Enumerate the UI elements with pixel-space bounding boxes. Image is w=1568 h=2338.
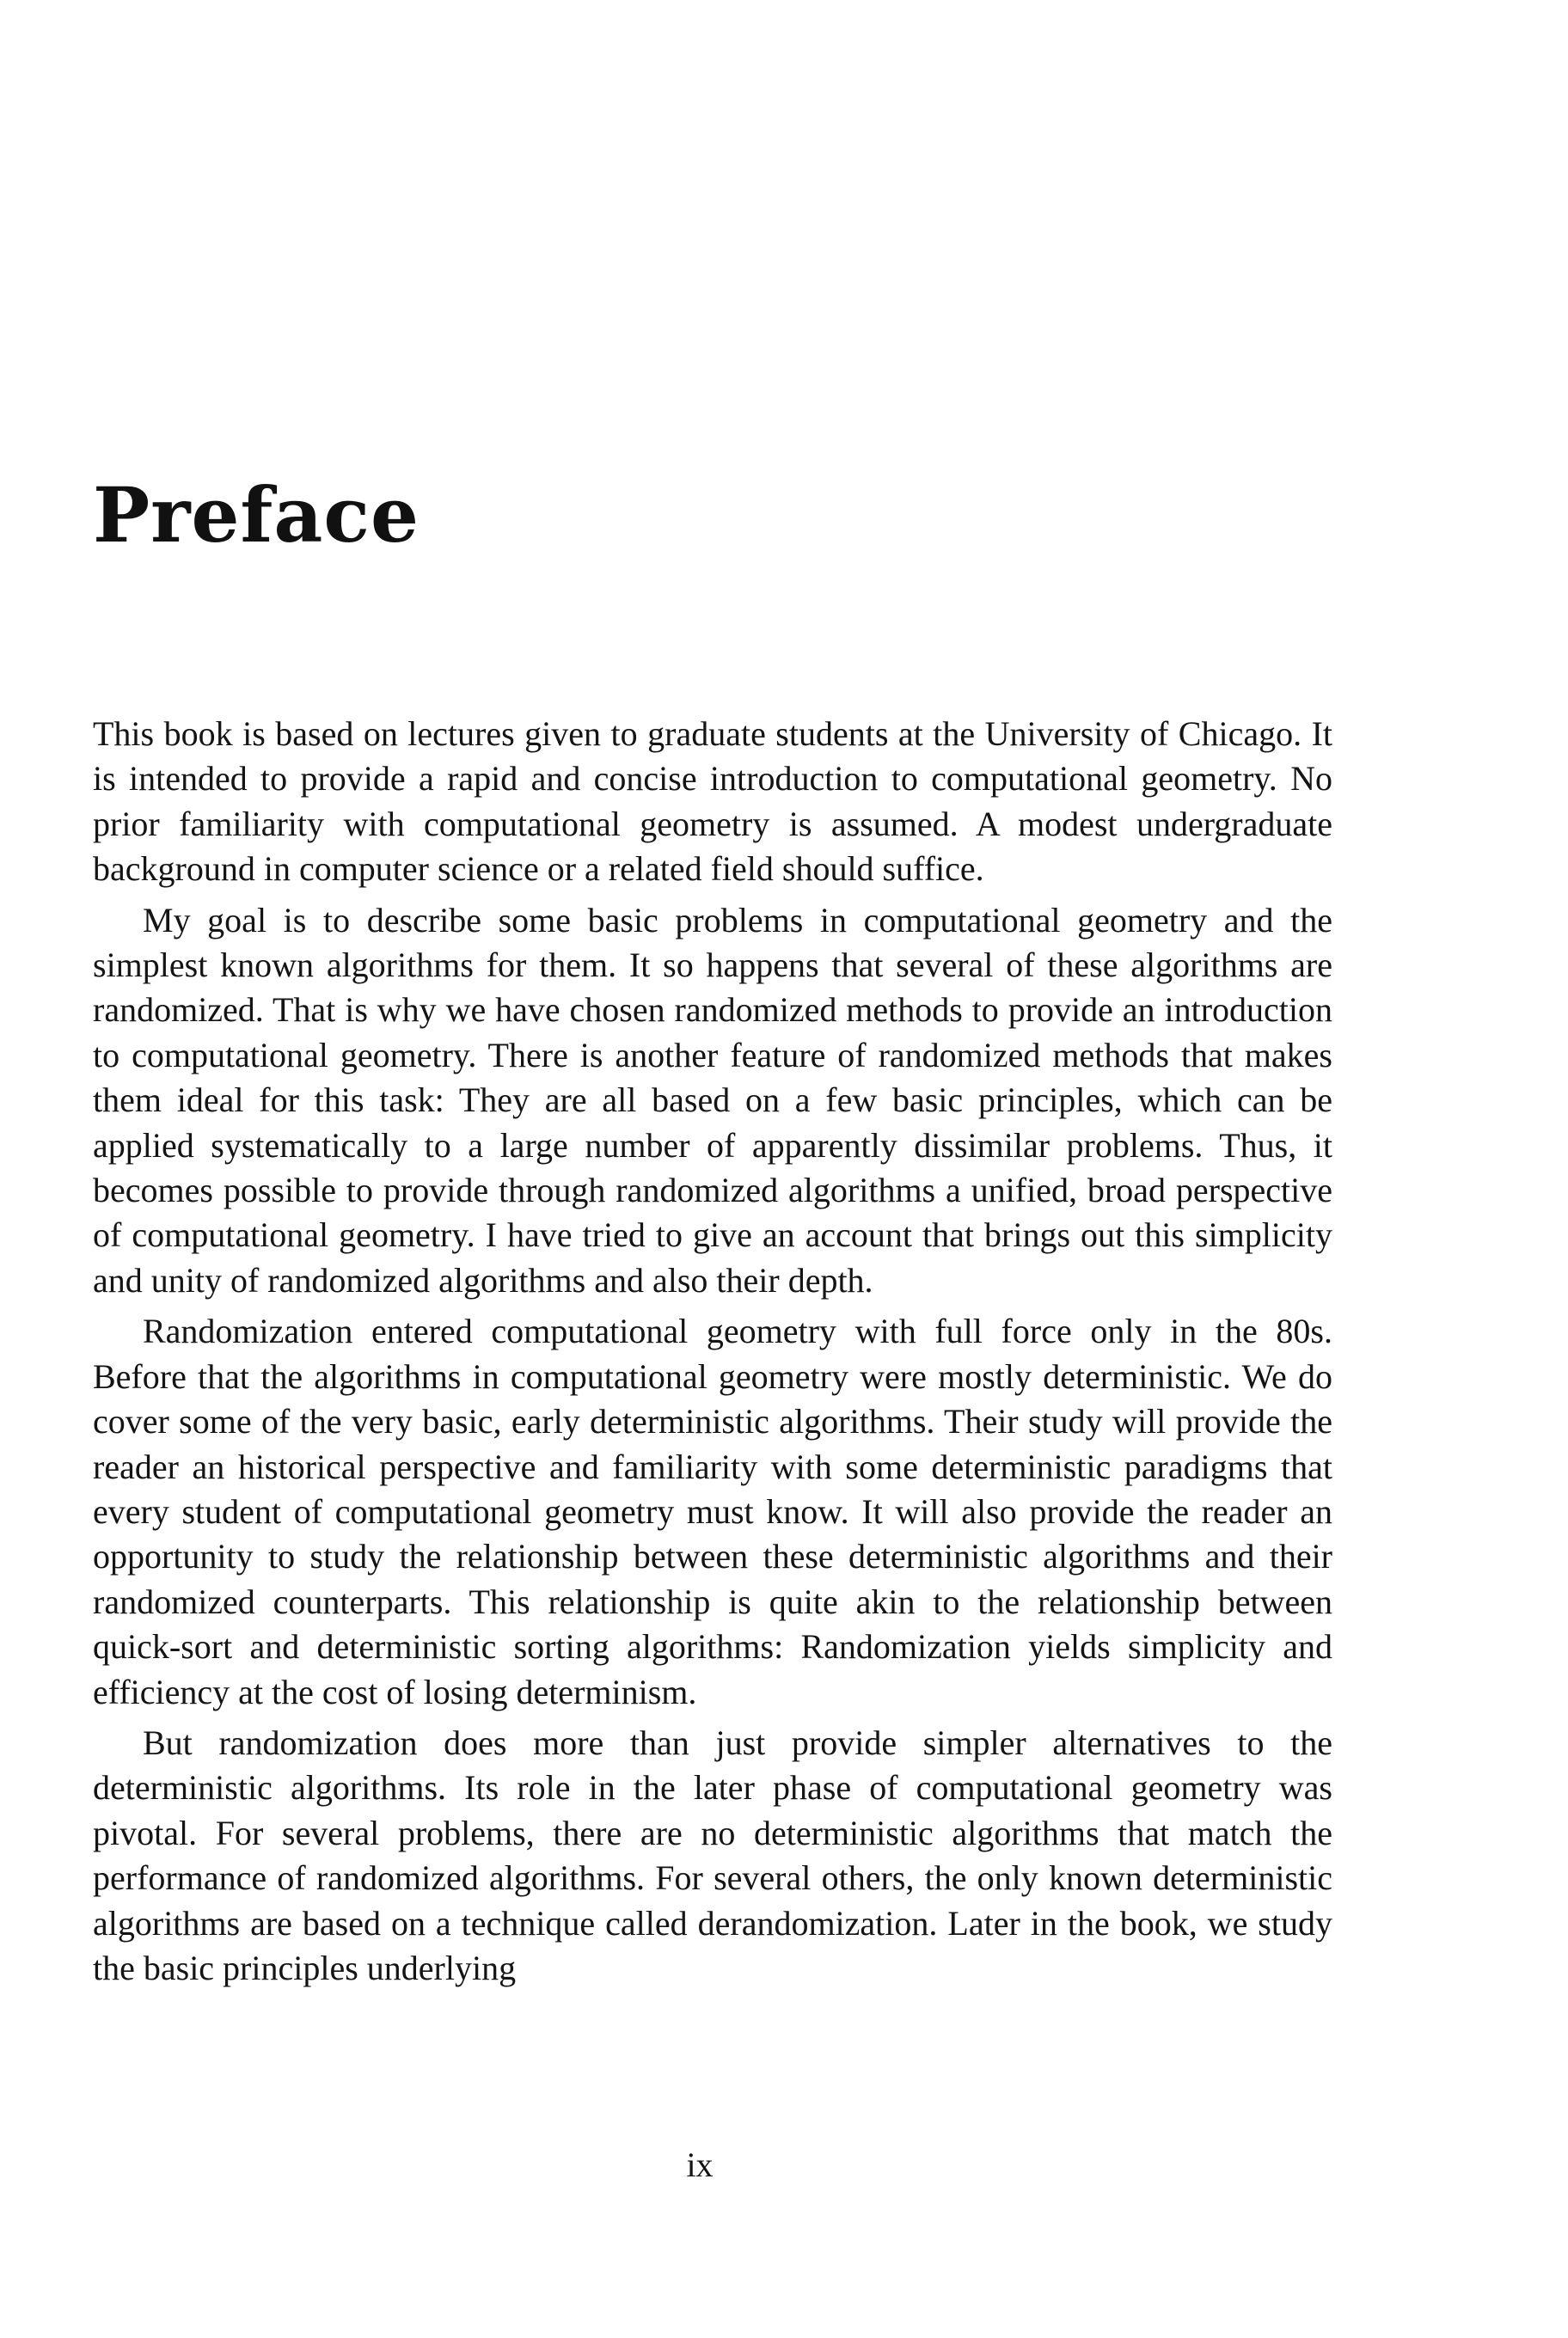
paragraph-2: My goal is to describe some basic problems in computational geometry and the simplest known algorithms for them. It so happens that several of these algorithms are randomized. That is why we have chosen randomized methods to provide an introduction to computational geometry. There is another feature of randomized methods that makes them ideal for this task: They are all based on a few basic principles, which can be applied systematically to a large number of apparently dissimilar problems. Thus, it becomes possible to provide through randomized algorithms a unified, broad perspective of computational geometry. I have tried to give an account that brings out this simplicity and unity of randomized algorithms and also their depth. (93, 900, 1332, 1300)
paragraph-4: But randomization does more than just provide simpler alternatives to the deterministic algorithms. Its role in the later phase of computational geometry was pivotal. For several problems, there are no deterministic algorithms that match the performance of randomized algorithms. For several others, the only known deterministic algorithms are based on a technique called derandomization. Later in the book, we study the basic principles underlying (93, 1723, 1332, 1987)
chapter-title: Preface (93, 470, 420, 560)
preface-body (93, 712, 1332, 1997)
paragraph-3: Randomization entered computational geometry with full force only in the 80s. Before that the algorithms in computational geometry were mostly deterministic. We do cover some of the very basic, early deterministic algorithms. Their study will provide the reader an historical perspective and familiarity with some deterministic paradigms that every student of computational geometry must know. It will also provide the reader an opportunity to study the relationship between these deterministic algorithms and their randomized counterparts. This relationship is quite akin to the relationship between quick-sort and deterministic sorting algorithms: Randomization yields simplicity and efficiency at the cost of losing determinism. (93, 1312, 1332, 1711)
paragraph-1: This book is based on lectures given to graduate students at the University of Chicago. It is intended to provide a rapid and concise introduction to computational geometry. No prior familiarity with computational geometry is assumed. A modest undergraduate background in computer science or a related field should suffice. (93, 714, 1332, 889)
page-number: ix (686, 2145, 714, 2184)
